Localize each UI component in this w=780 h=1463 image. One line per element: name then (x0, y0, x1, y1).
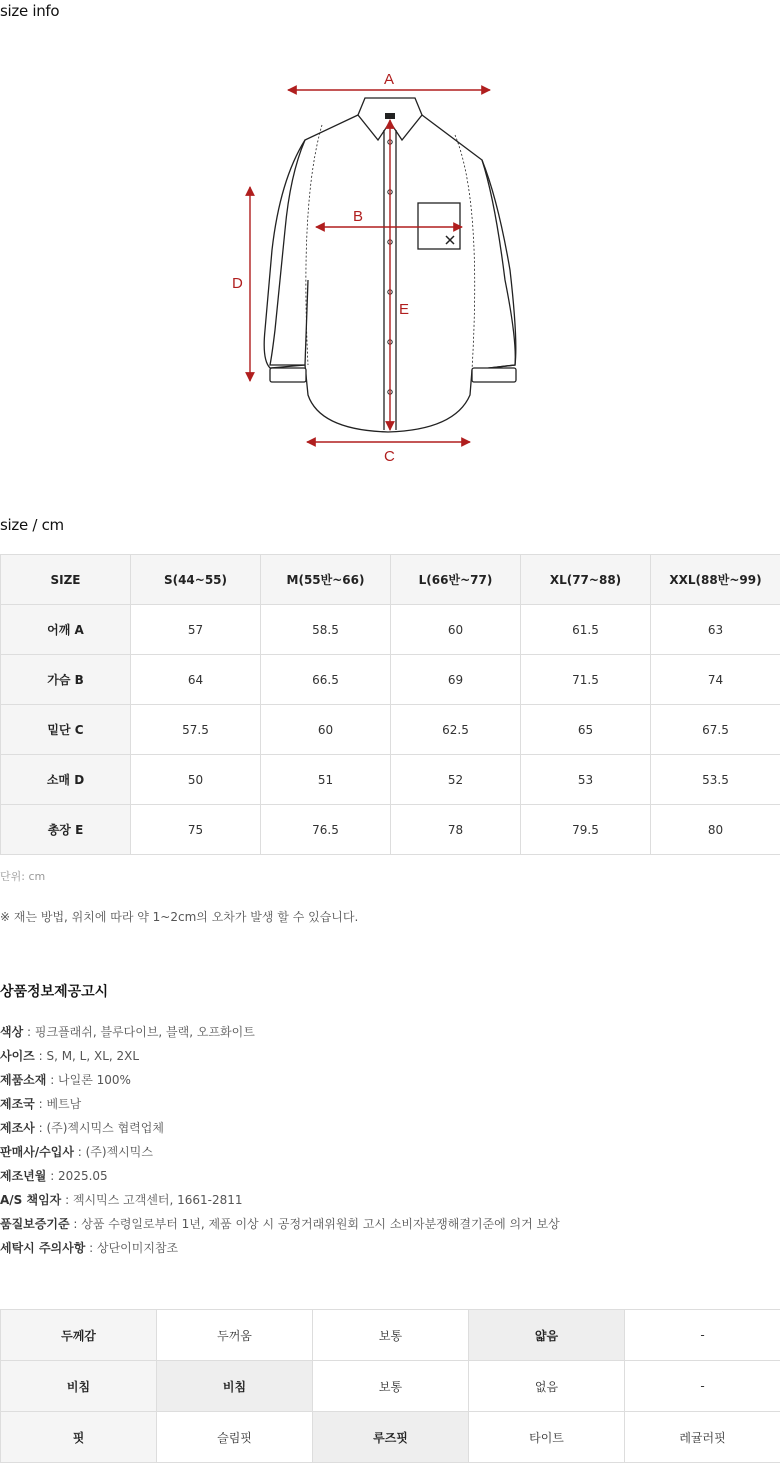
table-cell: 74 (651, 655, 780, 705)
table-cell: 57 (131, 605, 261, 655)
option-cell: - (625, 1361, 780, 1412)
brand-label-icon (385, 113, 395, 119)
header-cell: S(44~55) (131, 555, 261, 605)
table-cell: 53.5 (651, 755, 780, 805)
table-cell: 80 (651, 805, 780, 855)
table-cell: 78 (391, 805, 521, 855)
option-cell-selected: 비침 (157, 1361, 313, 1412)
notice-value: : 상품 수령일로부터 1년, 제품 이상 시 공정거래위원회 고시 소비자분쟁해결기준에 의거 보상 (69, 1217, 560, 1231)
option-cell: 슬림핏 (157, 1412, 313, 1463)
table-row (1, 1361, 780, 1412)
unit-note: 단위: cm (0, 870, 46, 883)
row-label: 소매 D (1, 755, 131, 805)
table-cell: 76.5 (261, 805, 391, 855)
notice-label: 색상 (0, 1025, 24, 1039)
table-row (1, 1412, 780, 1463)
table-row (1, 805, 780, 855)
row-label: 핏 (1, 1412, 157, 1463)
size-info-title: size info (0, 2, 60, 20)
product-notice-list (0, 1020, 560, 1260)
table-cell: 66.5 (261, 655, 391, 705)
table-cell: 62.5 (391, 705, 521, 755)
table-cell: 50 (131, 755, 261, 805)
notice-label: 제조국 (0, 1097, 35, 1111)
size-table (0, 554, 780, 855)
option-cell-selected: 루즈핏 (313, 1412, 469, 1463)
option-cell: 보통 (313, 1310, 469, 1361)
notice-value: : 핑크플래쉬, 블루다이브, 블랙, 오프화이트 (23, 1025, 255, 1039)
row-label: 어깨 A (1, 605, 131, 655)
product-notice-title: 상품정보제공고시 (0, 984, 109, 1000)
shirt-diagram-svg (0, 40, 780, 480)
table-cell: 58.5 (261, 605, 391, 655)
size-table-header (1, 555, 780, 605)
table-cell: 71.5 (521, 655, 651, 705)
table-cell: 75 (131, 805, 261, 855)
option-cell: 레귤러핏 (625, 1412, 780, 1463)
notice-label: 제조년월 (0, 1169, 47, 1183)
table-cell: 57.5 (131, 705, 261, 755)
list-item (0, 1092, 560, 1116)
size-cm-title: size / cm (0, 516, 64, 534)
row-label: 비침 (1, 1361, 157, 1412)
list-item (0, 1068, 560, 1092)
table-row (1, 1310, 780, 1361)
header-cell: L(66반~77) (391, 555, 521, 605)
notice-label: 세탁시 주의사항 (0, 1241, 86, 1255)
notice-value: : (주)젝시믹스 (73, 1145, 153, 1159)
table-cell: 51 (261, 755, 391, 805)
table-cell: 65 (521, 705, 651, 755)
header-cell: SIZE (1, 555, 131, 605)
notice-value: : 상단이미지참조 (85, 1241, 179, 1255)
table-cell: 52 (391, 755, 521, 805)
list-item (0, 1044, 560, 1068)
list-item (0, 1140, 560, 1164)
row-label: 총장 E (1, 805, 131, 855)
list-item (0, 1020, 560, 1044)
header-cell: M(55반~66) (261, 555, 391, 605)
label-c: C (384, 448, 395, 465)
list-item (0, 1236, 560, 1260)
option-cell: 없음 (469, 1361, 625, 1412)
table-row (1, 755, 780, 805)
label-b: B (353, 208, 364, 225)
notice-value: : 2025.05 (46, 1169, 108, 1183)
notice-label: 제품소재 (0, 1073, 47, 1087)
notice-label: A/S 책임자 (0, 1193, 62, 1207)
notice-label: 판매사/수입사 (0, 1145, 74, 1159)
table-cell: 64 (131, 655, 261, 705)
notice-value: : 베트남 (34, 1097, 82, 1111)
table-cell: 53 (521, 755, 651, 805)
table-cell: 61.5 (521, 605, 651, 655)
table-row (1, 705, 780, 755)
label-e: E (399, 301, 410, 318)
shirt-size-diagram (0, 40, 780, 480)
option-cell-selected: 얇음 (469, 1310, 625, 1361)
table-cell: 63 (651, 605, 780, 655)
table-cell: 60 (261, 705, 391, 755)
notice-label: 품질보증기준 (0, 1217, 70, 1231)
option-cell: - (625, 1310, 780, 1361)
notice-value: : 나일론 100% (46, 1073, 131, 1087)
table-row (1, 655, 780, 705)
list-item (0, 1212, 560, 1236)
measurement-error-note: ※ 재는 방법, 위치에 따라 약 1~2cm의 오차가 발생 할 수 있습니다. (0, 910, 359, 924)
option-cell: 타이트 (469, 1412, 625, 1463)
label-a: A (384, 71, 395, 88)
fabric-feel-table (0, 1309, 780, 1463)
notice-value: : 젝시믹스 고객센터, 1661-2811 (61, 1193, 243, 1207)
table-cell: 60 (391, 605, 521, 655)
table-row (1, 605, 780, 655)
notice-label: 사이즈 (0, 1049, 35, 1063)
notice-value: : S, M, L, XL, 2XL (34, 1049, 140, 1063)
table-cell: 67.5 (651, 705, 780, 755)
header-cell: XL(77~88) (521, 555, 651, 605)
label-d: D (232, 275, 243, 292)
table-cell: 69 (391, 655, 521, 705)
row-label: 두께감 (1, 1310, 157, 1361)
list-item (0, 1164, 560, 1188)
row-label: 가슴 B (1, 655, 131, 705)
list-item (0, 1188, 560, 1212)
list-item (0, 1116, 560, 1140)
notice-value: : (주)젝시믹스 협력업체 (34, 1121, 164, 1135)
row-label: 밑단 C (1, 705, 131, 755)
notice-label: 제조사 (0, 1121, 35, 1135)
option-cell: 두꺼움 (157, 1310, 313, 1361)
table-cell: 79.5 (521, 805, 651, 855)
header-cell: XXL(88반~99) (651, 555, 780, 605)
option-cell: 보통 (313, 1361, 469, 1412)
